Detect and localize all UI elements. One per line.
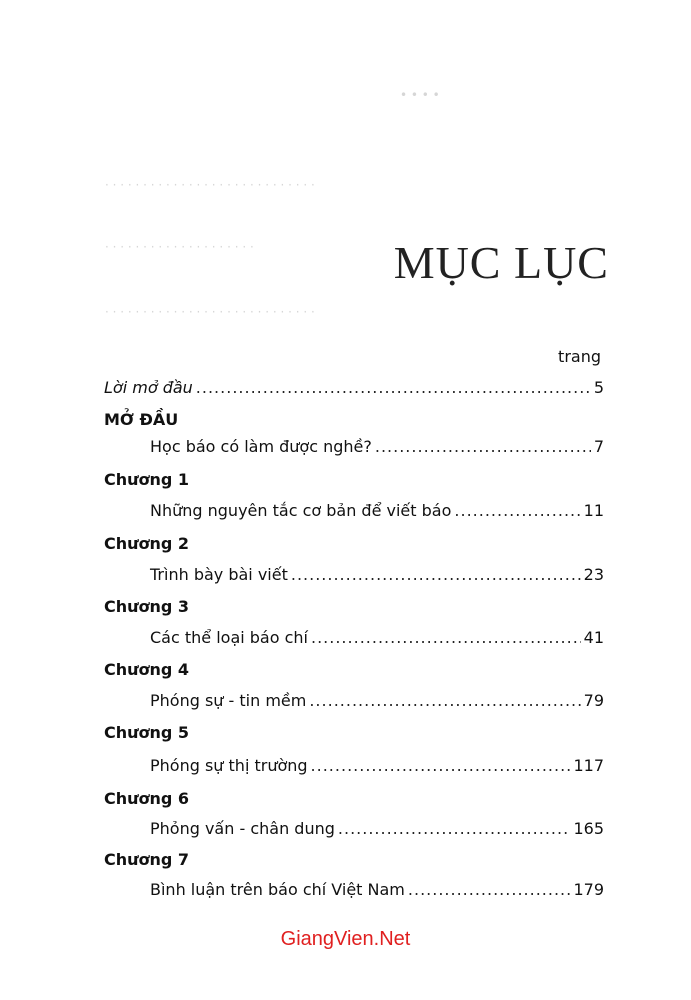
toc-entry-page: 79 bbox=[583, 691, 604, 710]
toc-entry-page: 179 bbox=[573, 880, 604, 899]
bleed-through-mark: • • • • bbox=[400, 88, 440, 102]
toc-entry-preface[interactable] bbox=[104, 377, 604, 399]
section-heading-intro: MỞ ĐẦU bbox=[104, 410, 179, 429]
toc-entry-label: Phỏng vấn - chân dung bbox=[150, 819, 335, 838]
toc-entry-chapter[interactable] bbox=[150, 818, 604, 840]
chapter-heading: Chương 3 bbox=[104, 597, 190, 616]
toc-entry-chapter[interactable] bbox=[150, 690, 604, 712]
dot-leader bbox=[454, 500, 580, 522]
toc-entry-chapter[interactable] bbox=[150, 879, 604, 901]
toc-entry-chapter[interactable] bbox=[150, 627, 604, 649]
bleed-through-mark: · · · · · · · · · · · · · · · · · · · · · · · · · · · · bbox=[105, 305, 315, 319]
dot-leader bbox=[196, 377, 591, 399]
dot-leader bbox=[291, 564, 581, 586]
bleed-through-mark: · · · · · · · · · · · · · · · · · · · · bbox=[105, 240, 254, 254]
dot-leader bbox=[408, 879, 571, 901]
toc-entry-chapter[interactable] bbox=[150, 755, 604, 777]
toc-entry-label: Học báo có làm được nghề? bbox=[150, 437, 372, 456]
chapter-heading: Chương 5 bbox=[104, 723, 190, 742]
site-watermark-link[interactable]: GiangVien.Net bbox=[280, 928, 411, 950]
toc-entry-page: 41 bbox=[583, 628, 604, 647]
toc-entry-label: Phóng sự thị trường bbox=[150, 756, 308, 775]
page-title: MỤC LỤC bbox=[393, 237, 609, 288]
toc-entry-label: Những nguyên tắc cơ bản để viết báo bbox=[150, 501, 452, 520]
chapter-heading: Chương 6 bbox=[104, 789, 190, 808]
toc-entry-page: 11 bbox=[583, 501, 604, 520]
toc-entry-label: Lời mở đầu bbox=[104, 378, 193, 397]
page-column-label: trang bbox=[558, 347, 601, 366]
toc-entry-page: 165 bbox=[573, 819, 604, 838]
dot-leader bbox=[338, 818, 571, 840]
toc-entry-chapter[interactable] bbox=[150, 564, 604, 586]
toc-entry-page: 7 bbox=[593, 437, 604, 456]
chapter-heading: Chương 1 bbox=[104, 470, 190, 489]
toc-entry-chapter[interactable] bbox=[150, 500, 604, 522]
dot-leader bbox=[375, 436, 591, 458]
toc-entry-label: Bình luận trên báo chí Việt Nam bbox=[150, 880, 405, 899]
bleed-through-mark: · · · · · · · · · · · · · · · · · · · · · · · · · · · · bbox=[105, 178, 315, 192]
toc-entry-intro[interactable] bbox=[150, 436, 604, 458]
toc-entry-page: 23 bbox=[583, 565, 604, 584]
chapter-heading: Chương 7 bbox=[104, 850, 190, 869]
toc-entry-label: Trình bày bài viết bbox=[150, 565, 288, 584]
toc-entry-page: 5 bbox=[593, 378, 604, 397]
dot-leader bbox=[309, 690, 580, 712]
dot-leader bbox=[311, 755, 571, 777]
dot-leader bbox=[311, 627, 581, 649]
toc-entry-label: Phóng sự - tin mềm bbox=[150, 691, 307, 710]
chapter-heading: Chương 2 bbox=[104, 534, 190, 553]
toc-entry-label: Các thể loại báo chí bbox=[150, 628, 308, 647]
toc-entry-page: 117 bbox=[573, 756, 604, 775]
chapter-heading: Chương 4 bbox=[104, 660, 190, 679]
